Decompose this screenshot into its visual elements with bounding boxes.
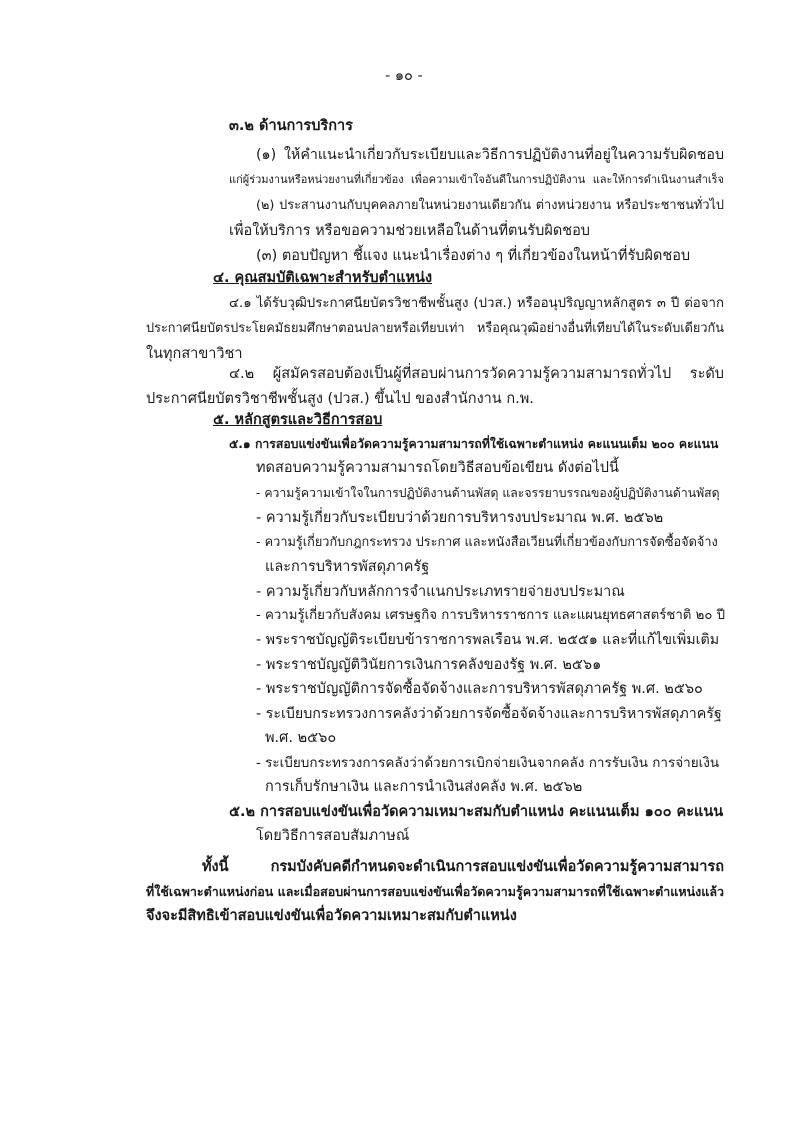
- exam-topic-item: - พระราชบัญญัติระเบียบข้าราชการพลเรือน พ.ศ. ๒๕๕๑ และที่แก้ไขเพิ่มเติม: [256, 632, 720, 648]
- exam-5-2-title: ๕.๒ การสอบแข่งขันเพื่อวัดความเหมาะสมกับตำแหน่ง คะแนนเต็ม ๑๐๐ คะแนน: [229, 804, 724, 820]
- exam-topic-item-continuation: การเก็บรักษาเงิน และการนำเงินส่งคลัง พ.ศ. ๒๕๖๒: [265, 779, 583, 795]
- exam-topic-item: - ระเบียบกระทรวงการคลังว่าด้วยการเบิกจ่ายเงินจากคลัง การรับเงิน การจ่ายเงิน: [256, 755, 720, 771]
- section-3-2-heading: ๓.๒ ด้านการบริการ: [229, 118, 353, 134]
- exam-topic-item: - พระราชบัญญัติการจัดซื้อจัดจ้างและการบริหารพัสดุภาครัฐ พ.ศ. ๒๕๖๐: [256, 681, 703, 697]
- page-number: - ๑๐ -: [385, 68, 423, 84]
- section-5-heading: ๕. หลักสูตรและวิธีการสอบ: [213, 412, 383, 428]
- service-item-1-line-2: แก่ผู้ร่วมงานหรือหน่วยงานที่เกี่ยวข้อง เพื่อความเข้าใจอันดีในการปฏิบัติงาน และให้การดำเนินงานสำเร็จ: [229, 173, 724, 186]
- exam-topic-item-continuation: และการบริหารพัสดุภาครัฐ: [265, 559, 430, 575]
- exam-5-2-intro: โดยวิธีการสอบสัมภาษณ์: [256, 828, 410, 844]
- service-item-3-line-1: (๓) ตอบปัญหา ชี้แจง แนะนำเรื่องต่าง ๆ ที่เกี่ยวข้องในหน้าที่รับผิดชอบ: [256, 248, 691, 264]
- exam-topic-item: - พระราชบัญญัติวินัยการเงินการคลังของรัฐ พ.ศ. ๒๕๖๑: [256, 657, 602, 673]
- exam-topic-item: - ความรู้ความเข้าใจในการปฏิบัติงานด้านพัสดุ และจรรยาบรรณของผู้ปฏิบัติงานด้านพัสดุ: [256, 486, 720, 500]
- service-item-2-line-2: เพื่อให้บริการ หรือขอความช่วยเหลือในด้านที่ตนรับผิดชอบ: [229, 223, 590, 239]
- qualification-4-2-line-1: ๔.๒ ผู้สมัครสอบต้องเป็นผู้ที่สอบผ่านการวัดความรู้ความสามารถทั่วไป ระดับ: [229, 366, 724, 382]
- service-item-2-line-1: (๒) ประสานงานกับบุคคลภายในหน่วยงานเดียวกัน ต่างหน่วยงาน หรือประชาชนทั่วไป: [256, 198, 724, 213]
- exam-topic-item: - ความรู้เกี่ยวกับกฎกระทรวง ประกาศ และหนังสือเวียนที่เกี่ยวข้องกับการจัดซื้อจัดจ้าง: [256, 535, 718, 550]
- qualification-4-1-line-1: ๔.๑ ได้รับวุฒิประกาศนียบัตรวิชาชีพชั้นสูง (ปวส.) หรืออนุปริญญาหลักสูตร ๓ ปี ต่อจาก: [229, 296, 724, 311]
- exam-topic-item: - ระเบียบกระทรวงการคลังว่าด้วยการจัดซื้อจัดจ้างและการบริหารพัสดุภาครัฐ: [256, 706, 722, 722]
- qualification-4-1-line-2: ประกาศนียบัตรประโยคมัธยมศึกษาตอนปลายหรือเทียบเท่า หรือคุณวุฒิอย่างอื่นที่เทียบได้ในระดับเดียวกัน: [146, 321, 724, 336]
- exam-topic-item: - ความรู้เกี่ยวกับหลักการจำแนกประเภทรายจ่ายงบประมาณ: [256, 584, 625, 600]
- qualification-4-2-line-2: ประกาศนียบัตรวิชาชีพชั้นสูง (ปวส.) ขึ้นไป ของสำนักงาน ก.พ.: [146, 391, 534, 407]
- closing-line-3: จึงจะมีสิทธิเข้าสอบแข่งขันเพื่อวัดความเหมาะสมกับตำแหน่ง: [146, 908, 517, 924]
- exam-topic-item: - ความรู้เกี่ยวกับสังคม เศรษฐกิจ การบริหารราชการ และแผนยุทธศาสตร์ชาติ ๒๐ ปี: [256, 608, 726, 623]
- exam-5-1-title: ๕.๑ การสอบแข่งขันเพื่อวัดความรู้ความสามารถที่ใช้เฉพาะตำแหน่ง คะแนนเต็ม ๒๐๐ คะแนน: [229, 437, 719, 451]
- exam-topic-item-continuation: พ.ศ. ๒๕๖๐: [265, 730, 337, 746]
- service-item-1-line-1: (๑) ให้คำแนะนำเกี่ยวกับระเบียบและวิธีการปฏิบัติงานที่อยู่ในความรับผิดชอบ: [256, 147, 724, 163]
- qualification-4-1-line-3: ในทุกสาขาวิชา: [146, 346, 243, 362]
- closing-line-2: ที่ใช้เฉพาะตำแหน่งก่อน และเมื่อสอบผ่านการสอบแข่งขันเพื่อวัดความรู้ความสามารถที่ใช้เฉพาะตำแหน่งแล้ว: [146, 884, 724, 899]
- exam-topic-item: - ความรู้เกี่ยวกับระเบียบว่าด้วยการบริหารงบประมาณ พ.ศ. ๒๕๖๒: [256, 510, 664, 526]
- closing-line-1: ทั้งนี้ กรมบังคับคดีกำหนดจะดำเนินการสอบแข่งขันเพื่อวัดความรู้ความสามารถ: [202, 859, 724, 875]
- section-4-heading: ๔. คุณสมบัติเฉพาะสำหรับตำแหน่ง: [213, 270, 433, 286]
- exam-5-1-intro: ทดสอบความรู้ความสามารถโดยวิธีสอบข้อเขียน ดังต่อไปนี้: [256, 460, 619, 476]
